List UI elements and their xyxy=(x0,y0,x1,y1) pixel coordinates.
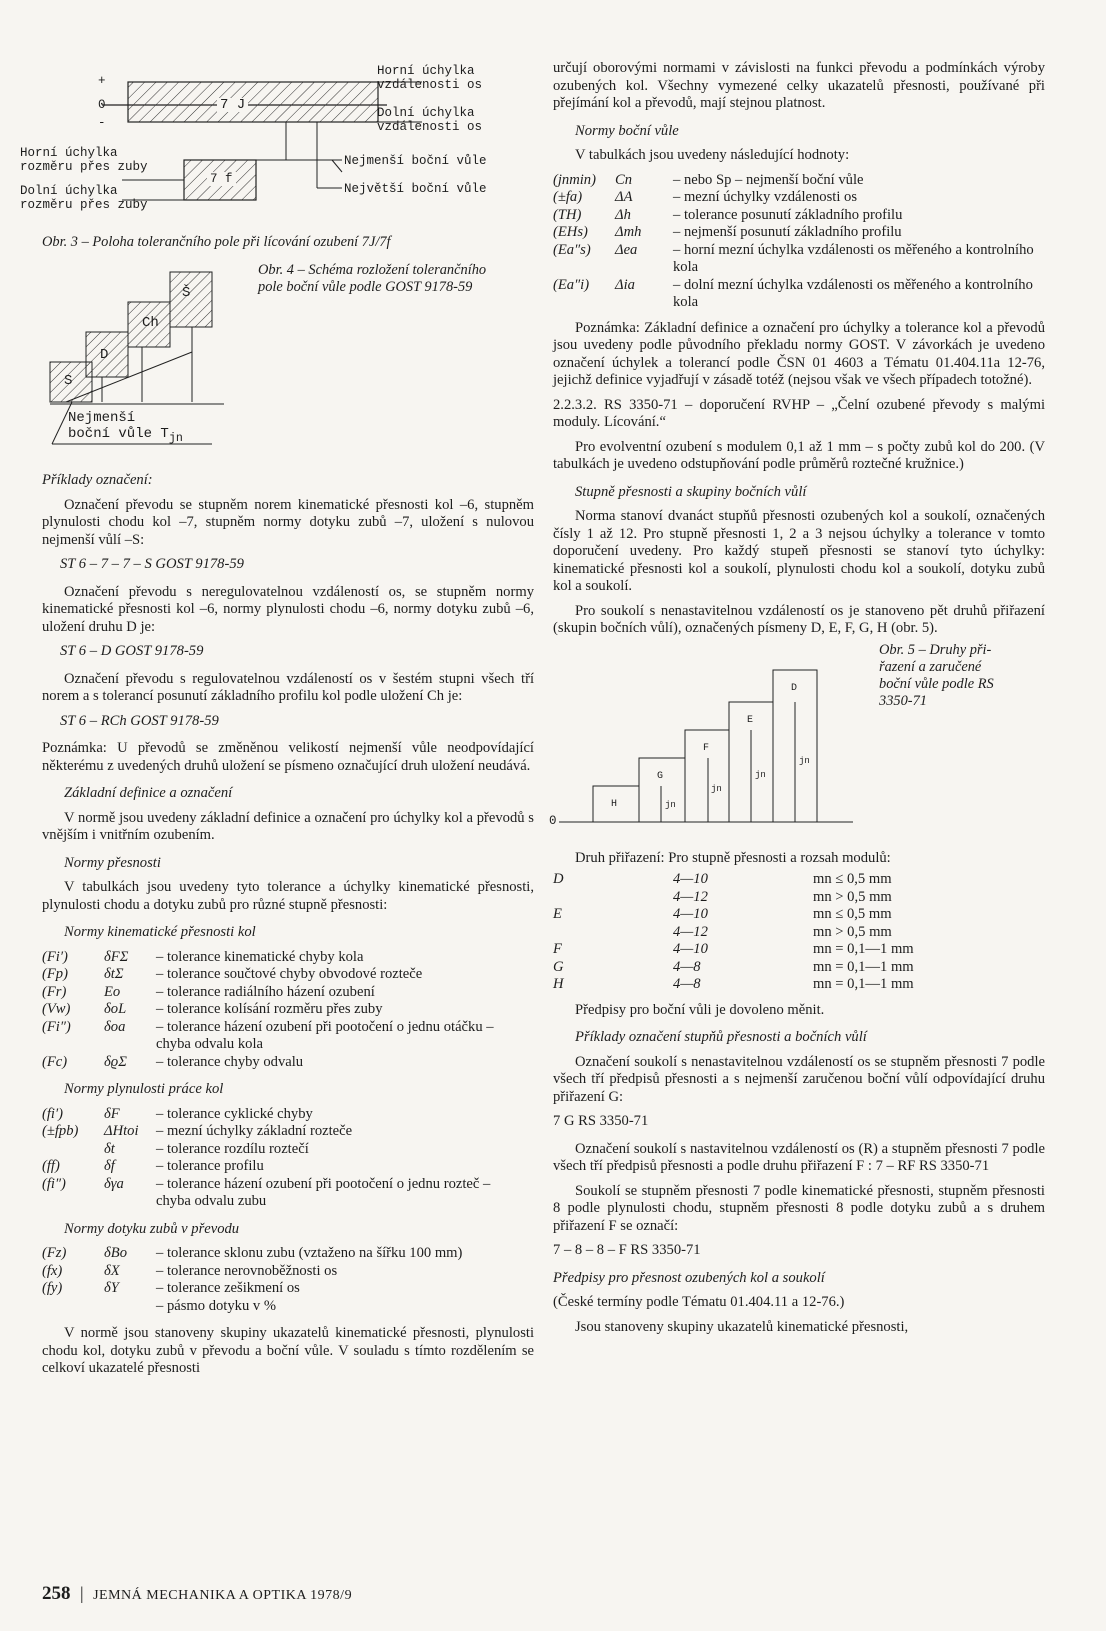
plus-sign: + xyxy=(98,74,106,88)
fig4-label-sh: Š xyxy=(182,285,191,301)
table-row xyxy=(553,906,1013,924)
table-cell: – mezní úchylky základní rozteče xyxy=(156,1123,353,1139)
table-row xyxy=(42,1001,528,1019)
paragraph: Soukolí se stupněm přesnosti 7 podle kinematické přesnosti, stupněm přesnosti 8 podle plynulosti chodu, stupněm přesnosti 8 podle dotyku zubů a s druhem přiřazení F se označí: xyxy=(553,1182,1045,1234)
designation-code: 7 G RS 3350-71 xyxy=(553,1113,649,1129)
table-cell: – tolerance rozdílu roztečí xyxy=(156,1140,309,1157)
table-row xyxy=(42,1106,528,1124)
table-cell: – horní mezní úchylka vzdálenosti os měřeného a kontrolního kola xyxy=(673,241,1034,275)
table-cell: Eo xyxy=(104,983,121,1000)
paragraph: Označení soukolí s nenastavitelnou vzdáleností os se stupněm přesnosti 7 podle všech tří předpisů přesnosti a s nejmenší zaručenou boční vůlí odpovídající druhu přiřazení G: xyxy=(553,1053,1045,1105)
fig5-label-h: H xyxy=(611,798,618,810)
figure-3-caption: Obr. 3 – Poloha tolerančního pole při lícování ozubení 7J/7f xyxy=(42,234,391,250)
paragraph: V normě jsou uvedeny základní definice a označení pro úchylky kol a převodů s vnějším i vnitřním ozubením. xyxy=(42,809,534,843)
table-cell: (Fp) xyxy=(42,966,68,982)
table-cell: δY xyxy=(104,1280,119,1296)
backlash-table xyxy=(553,172,1043,312)
table-cell: Δmh xyxy=(615,224,642,240)
label-line: rozměru přes zuby xyxy=(20,198,148,212)
kinematic-table xyxy=(42,949,528,1072)
table-row xyxy=(42,1245,528,1263)
fig4-min-backlash-label xyxy=(68,410,183,446)
table-cell: – mezní úchylky vzdálenosti os xyxy=(673,189,858,205)
table-row xyxy=(42,984,528,1002)
figure-4 xyxy=(42,252,534,472)
figure-5-caption: Obr. 5 – Druhy přiřazení a zaručené boční vůle podle RS 3350-71 xyxy=(879,641,994,709)
table-cell: 4—12 xyxy=(673,923,708,940)
table-cell: – pásmo dotyku v % xyxy=(156,1297,276,1314)
label-line: Horní úchylka xyxy=(20,146,118,160)
figure-5 xyxy=(549,641,1045,846)
table-cell: – tolerance zešikmení os xyxy=(156,1280,300,1296)
fig5-label-d: D xyxy=(791,682,798,694)
table-cell: – tolerance posunutí základního profilu xyxy=(673,206,903,223)
zone-7f-label: 7 f xyxy=(207,172,236,186)
table-cell: (Vw) xyxy=(42,1001,71,1017)
table-cell: F xyxy=(553,941,562,957)
table-row xyxy=(553,924,1013,942)
table-cell: (EHs) xyxy=(553,224,588,240)
page-number: 258 xyxy=(42,1583,71,1604)
table-cell: δBo xyxy=(104,1245,127,1261)
table-cell: mn ≤ 0,5 mm xyxy=(813,871,892,887)
table-row xyxy=(553,976,1013,994)
figure-5-drawing xyxy=(553,646,893,841)
table-cell: Δia xyxy=(615,276,635,293)
table-row xyxy=(553,172,1043,190)
section-reference: 2.2.3.2. RS 3350-71 – doporučení RVHP – „Čelní ozubené převody s malými moduly. Lícování.“ xyxy=(553,396,1045,430)
paragraph: Pro soukolí s nenastavitelnou vzdáleností os je stanoveno pět druhů přiřazení (skupin bočních vůlí), označených písmeny D, E, F, G, H (obr. 5). xyxy=(553,602,1045,636)
table-row xyxy=(553,871,1013,889)
table-cell: 4—10 xyxy=(673,941,708,957)
table-cell: δf xyxy=(104,1158,115,1174)
table-cell: H xyxy=(553,976,564,992)
designation-code: ST 6 – 7 – 7 – S GOST 9178-59 xyxy=(60,556,244,572)
paragraph: Pro evolventní ozubení s modulem 0,1 až 1 mm – s počty zubů kol do 200. (V tabulkách je uvedeno odstupňování podle průměrů roztečné kružnice.) xyxy=(553,438,1045,472)
table-row xyxy=(553,207,1043,225)
label-line: Dolní úchylka xyxy=(377,106,475,120)
table-row xyxy=(553,224,1043,242)
table-cell: (fx) xyxy=(42,1262,63,1279)
upper-deviation-size-label xyxy=(20,146,148,174)
table-cell: δγa xyxy=(104,1175,124,1192)
table-row xyxy=(42,1158,528,1176)
contact-table xyxy=(42,1245,528,1315)
paragraph: Označení převodu se stupněm norem kinematické přesnosti kol –6, stupněm plynulosti chodu kol –7, stupněm normy dotyku zubů –7, uložení s nulovou nejmenší vůlí –S: xyxy=(42,496,534,548)
table-cell: – dolní mezní úchylka vzdálenosti os měřeného a kontrolního kola xyxy=(673,276,1033,310)
table-cell: Δea xyxy=(615,241,638,258)
fig5-label-e: E xyxy=(747,714,754,726)
figure-4-caption: Obr. 4 – Schéma rozložení tolerančního pole boční vůle podle GOST 9178-59 xyxy=(258,262,487,295)
table-cell: – tolerance kinematické chyby kola xyxy=(156,948,364,965)
table-cell: (jnmin) xyxy=(553,171,596,188)
table-cell: (TH) xyxy=(553,206,582,223)
paragraph: určují oborovými normami v závislosti na funkci převodu a podmínkách výroby ozubených kol. Všechny vymezené celky ukazatelů přesnosti, používané při přejímání kol a převodů, mají stejnou platnost. xyxy=(553,60,1045,111)
paragraph: Jsou stanoveny skupiny ukazatelů kinematické přesnosti, xyxy=(575,1318,909,1335)
table-cell: – nejmenší posunutí základního profilu xyxy=(673,224,902,240)
assignment-table xyxy=(553,871,1013,994)
table-cell: – tolerance součtové chyby obvodové rozteče xyxy=(156,966,423,982)
table-cell: δF xyxy=(104,1105,120,1122)
designation-code: ST 6 – RCh GOST 9178-59 xyxy=(60,712,219,729)
table-cell xyxy=(42,1298,104,1316)
label-line xyxy=(68,426,183,446)
designation-code: 7 – 8 – 8 – F RS 3350-71 xyxy=(553,1242,701,1258)
table-cell: D xyxy=(553,871,564,887)
lower-deviation-size-label xyxy=(20,184,148,212)
table-cell: ΔA xyxy=(615,189,633,205)
table-row xyxy=(42,1298,528,1316)
section-heading: Normy boční vůle xyxy=(575,122,679,139)
zero-line-label: 0 xyxy=(98,98,106,112)
label-line: rozměru přes zuby xyxy=(20,160,148,174)
paragraph: Označení převodu s regulovatelnou vzdáleností os v šestém stupni všech tří norem a s tolerancí posunutí základního profilu kol podle uložení Ch je: xyxy=(42,670,534,704)
table-cell: 4—10 xyxy=(673,906,708,922)
table-cell xyxy=(553,889,673,907)
table-cell: E xyxy=(553,906,562,922)
table-row xyxy=(42,1280,528,1298)
table-cell: mn ≤ 0,5 mm xyxy=(813,906,892,922)
table-cell: – tolerance cyklické chyby xyxy=(156,1105,313,1122)
table-cell: δoa xyxy=(104,1018,126,1035)
fig4-label-s: S xyxy=(64,373,73,389)
fig5-jn-label: jn xyxy=(755,769,766,780)
table-cell: Cn xyxy=(615,171,633,188)
section-heading: Normy plynulosti práce kol xyxy=(64,1081,224,1097)
label-line: Horní úchylka xyxy=(377,64,475,78)
table-cell xyxy=(553,924,673,942)
table-cell: (Ea″i) xyxy=(553,276,590,293)
paragraph: Norma stanoví dvanáct stupňů přesnosti ozubených kol a soukolí, označených čísly 1 až 12. Pro stupně přesnosti 1, 2 a 3 nejsou úchylky a tolerance v tomto doporučení uvedeny. Pro každý stupeň přesnosti se stanoví tyto úchylky: kinematické přesnosti kol a soukolí, plynulosti chodu kol a soukolí, dotyku zubů kol a soukolí. xyxy=(553,508,1045,594)
paragraph: Označení soukolí s nastavitelnou vzdáleností os (R) a stupněm přesnosti 7 podle všech tří předpisů přesnosti a podle druhu přiřazení F : 7 – RF RS 3350-71 xyxy=(553,1140,1045,1174)
paragraph: Předpisy pro boční vůli je dovoleno měnit. xyxy=(575,1001,825,1018)
table-cell: mn = 0,1—1 mm xyxy=(813,976,914,992)
table-cell: – tolerance sklonu zubu (vztaženo na šířku 100 mm) xyxy=(156,1245,463,1261)
table-cell: 4—10 xyxy=(673,871,708,887)
table-row xyxy=(42,966,528,984)
table-cell: (fy) xyxy=(42,1280,63,1296)
table-cell: (Fr) xyxy=(42,983,67,1000)
table-row xyxy=(42,1054,528,1072)
table-row xyxy=(553,959,1013,977)
paragraph: Označení převodu s neregulovatelnou vzdáleností os, se stupněm normy kinematické přesnosti kol –6, normy plynulosti chodu –6, normy dotyku zubů –6, uložení druhu D je: xyxy=(42,583,534,635)
table-cell xyxy=(42,1141,104,1159)
table-cell: (fi′) xyxy=(42,1105,64,1122)
table-cell: (±fpb) xyxy=(42,1123,79,1139)
table-cell xyxy=(104,1298,156,1316)
table-cell: (Fz) xyxy=(42,1245,67,1261)
paragraph: V tabulkách jsou uvedeny následující hodnoty: xyxy=(575,147,850,163)
table-cell: mn = 0,1—1 mm xyxy=(813,941,914,957)
table-cell: G xyxy=(553,958,564,975)
table-cell: (Ea″s) xyxy=(553,241,591,258)
fig5-jn-label: jn xyxy=(711,783,722,794)
table-row xyxy=(42,1263,528,1281)
max-backlash-label: Největší boční vůle xyxy=(344,182,487,196)
table-cell: Δh xyxy=(615,206,631,223)
fig4-label-d: D xyxy=(100,347,109,363)
label-line: Dolní úchylka xyxy=(20,184,118,198)
section-heading: Normy přesnosti xyxy=(64,854,161,871)
label-line: vzdálenosti os xyxy=(377,120,483,134)
fig5-jn-label: jn xyxy=(799,755,810,766)
section-heading: Stupně přesnosti a skupiny bočních vůlí xyxy=(575,483,807,500)
assignment-table-heading: Druh přiřazení: Pro stupně přesnosti a rozsah modulů: xyxy=(575,849,891,866)
table-cell: – nebo Sp – nejmenší boční vůle xyxy=(673,171,864,188)
designation-code: ST 6 – D GOST 9178-59 xyxy=(60,643,204,659)
table-cell: – tolerance kolísání rozměru přes zuby xyxy=(156,1001,383,1017)
zone-7j-label: 7 J xyxy=(217,98,248,112)
note-paragraph: Poznámka: U převodů se změněnou velikostí nejmenší vůle neodpovídající některému z uvedených druhů uložení se písmeno označující druh uložení neudává. xyxy=(42,740,534,774)
label-subscript: jn xyxy=(168,430,183,445)
table-cell: (Fc) xyxy=(42,1053,68,1070)
table-cell: (Fi″) xyxy=(42,1018,71,1035)
table-cell: mn > 0,5 mm xyxy=(813,923,892,940)
table-cell: 4—12 xyxy=(673,888,708,905)
fig5-jn-label: jn xyxy=(665,799,676,810)
table-row xyxy=(553,242,1043,277)
table-row xyxy=(42,949,528,967)
figure-3 xyxy=(20,60,534,252)
section-heading: Příklady označení stupňů přesnosti a bočních vůlí xyxy=(575,1029,867,1045)
table-cell: mn > 0,5 mm xyxy=(813,888,892,905)
fig4-label-ch: Ch xyxy=(142,315,159,331)
table-cell: mn = 0,1—1 mm xyxy=(813,958,914,975)
footer-separator: | xyxy=(80,1583,84,1603)
table-cell: – tolerance házení ozubení při pootočení o jednu otáčku – chyba odvalu kola xyxy=(156,1018,494,1052)
min-backlash-label: Nejmenší boční vůle xyxy=(344,154,487,168)
table-cell: (±fa) xyxy=(553,189,583,205)
paragraph: (České termíny podle Tématu 01.404.11 a 12-76.) xyxy=(553,1294,845,1310)
table-row xyxy=(42,1176,528,1211)
label-line: vzdálenosti os xyxy=(377,78,483,92)
paragraph: V tabulkách jsou uvedeny tyto tolerance a úchylky kinematické přesnosti, plynulosti chodu a dotyku zubů pro různé stupně přesnosti: xyxy=(42,879,534,913)
table-row xyxy=(553,889,1013,907)
section-heading: Základní definice a označení xyxy=(64,785,233,801)
minus-sign: - xyxy=(98,116,106,130)
label-text: boční vůle T xyxy=(68,426,169,442)
journal-name: JEMNÁ MECHANIKA A OPTIKA 1978/9 xyxy=(93,1588,353,1603)
table-cell: – tolerance nerovnoběžnosti os xyxy=(156,1262,338,1279)
left-column xyxy=(20,60,534,1385)
table-cell: – tolerance házení ozubení při pootočení o jednu rozteč – chyba odvalu zubu xyxy=(156,1175,491,1209)
label-line: Nejmenší xyxy=(68,410,136,426)
section-heading: Normy dotyku zubů v převodu xyxy=(64,1220,240,1237)
table-row xyxy=(553,277,1043,312)
upper-deviation-distance-label xyxy=(377,64,482,92)
examples-heading: Příklady označení: xyxy=(42,472,153,488)
note-paragraph: Poznámka: Základní definice a označení pro úchylky a tolerance kol a převodů jsou uvedeny podle původního překladu normy GOST. V závorkách je uvedeno označení úchylek a tolerancí podle ČSN 01 4603 a Tématu 01.404.11a 12-76, jejichž definice vyjadřují v zásadě totéž (nejsou však ve všech případech totožné). xyxy=(553,319,1045,388)
right-column xyxy=(549,60,1045,1343)
table-cell: δoL xyxy=(104,1001,127,1017)
page-footer xyxy=(42,1583,352,1605)
table-row xyxy=(42,1123,528,1141)
fig5-zero: 0 xyxy=(549,813,557,828)
table-cell: δtΣ xyxy=(104,966,124,982)
table-row xyxy=(42,1141,528,1159)
table-cell: 4—8 xyxy=(673,976,701,992)
smoothness-table xyxy=(42,1106,528,1211)
fig5-label-f: F xyxy=(703,742,710,754)
paragraph: V normě jsou stanoveny skupiny ukazatelů kinematické přesnosti, plynulosti chodu kol, dotyku zubů v převodu a boční vůle. V souladu s tímto rozdělením se celkoví ukazatelé přesnosti xyxy=(42,1325,534,1376)
table-cell: (ff) xyxy=(42,1158,60,1174)
table-row xyxy=(42,1019,528,1054)
table-cell: – tolerance profilu xyxy=(156,1158,264,1174)
table-cell: δt xyxy=(104,1140,115,1157)
table-cell: – tolerance radiálního házení ozubení xyxy=(156,983,375,1000)
table-cell: – tolerance chyby odvalu xyxy=(156,1053,304,1070)
lower-deviation-distance-label xyxy=(377,106,482,134)
table-row xyxy=(553,189,1043,207)
table-cell: ΔHtoi xyxy=(104,1123,139,1139)
table-cell: (Fi′) xyxy=(42,948,68,965)
section-heading: Normy kinematické přesnosti kol xyxy=(64,924,256,940)
section-heading: Předpisy pro přesnost ozubených kol a soukolí xyxy=(553,1269,825,1286)
table-cell: δϱΣ xyxy=(104,1053,127,1070)
fig5-label-g: G xyxy=(657,770,664,782)
table-cell: δX xyxy=(104,1262,120,1279)
table-row xyxy=(553,941,1013,959)
table-cell: 4—8 xyxy=(673,958,701,975)
table-cell: (fi″) xyxy=(42,1175,66,1192)
table-cell: δFΣ xyxy=(104,948,129,965)
